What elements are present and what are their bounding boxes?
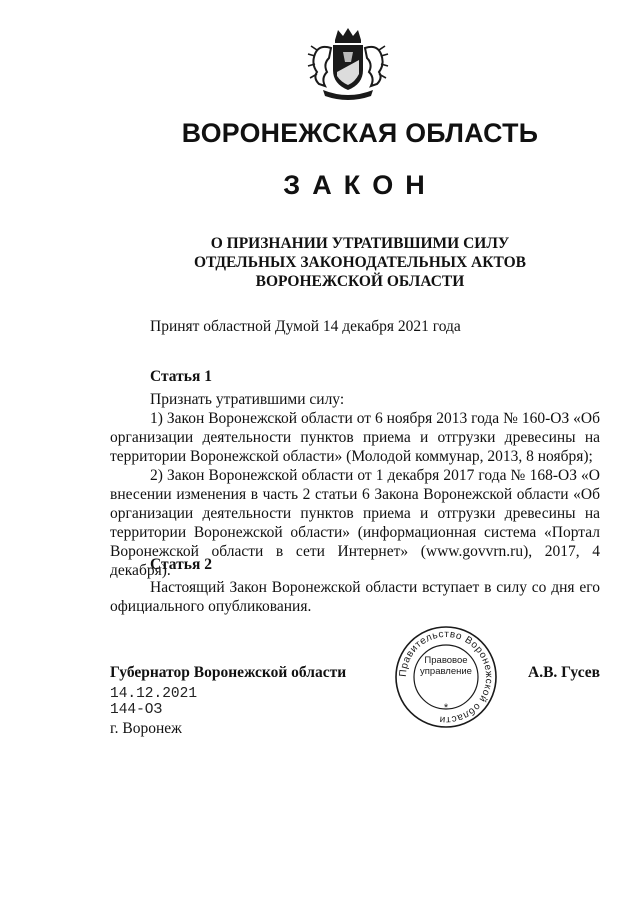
seal-rings bbox=[394, 625, 498, 729]
law-subject-heading bbox=[150, 234, 570, 291]
signatory-position: Губернатор Воронежской области bbox=[110, 664, 347, 681]
signing-date: 14.12.2021 bbox=[110, 686, 198, 702]
signatory-name: А.В. Гусев bbox=[528, 664, 601, 681]
article-2-heading: Статья 2 bbox=[150, 556, 212, 573]
subject-line: ОТДЕЛЬНЫХ ЗАКОНОДАТЕЛЬНЫХ АКТОВ bbox=[193, 254, 527, 271]
adoption-line: Принят областной Думой 14 декабря 2021 года bbox=[150, 318, 461, 335]
seal-star: * bbox=[443, 702, 449, 714]
article-1-body bbox=[110, 390, 600, 580]
region-title: ВОРОНЕЖСКАЯ ОБЛАСТЬ bbox=[181, 118, 539, 148]
seal-ring-text: Правительство Воронежской области bbox=[397, 628, 495, 726]
article-1-item-2: 2) Закон Воронежской области от 1 декабря 2017 года № 168-ОЗ «О внесении изменения в часть 2 статьи 6 Закона Воронежской области «Об организации деятельности пунктов приема и отгрузки древесины на территории Воронежской области» (информационная система «Портал Воронежской области в сети Интернет» (www.govvrn.ru), 2017, 4 декабря). bbox=[110, 467, 600, 579]
law-number: 144-ОЗ bbox=[110, 702, 163, 718]
subject-line: ВОРОНЕЖСКОЙ ОБЛАСТИ bbox=[255, 273, 465, 290]
official-seal-stamp bbox=[394, 625, 498, 729]
seal-center-text bbox=[410, 655, 482, 677]
article-2-body bbox=[110, 578, 600, 616]
subject-line: О ПРИЗНАНИИ УТРАТИВШИМИ СИЛУ bbox=[210, 235, 510, 252]
document-type-title: ЗАКОН bbox=[283, 170, 437, 200]
article-2-text: Настоящий Закон Воронежской области вступает в силу со дня его официального опубликования. bbox=[110, 579, 600, 615]
coat-of-arms-emblem bbox=[305, 26, 391, 102]
signing-city: г. Воронеж bbox=[110, 720, 182, 737]
seal-center-line: Правовое bbox=[424, 655, 468, 666]
article-1-intro: Признать утратившими силу: bbox=[150, 391, 345, 408]
seal-center-line: управление bbox=[420, 666, 472, 677]
article-1-heading: Статья 1 bbox=[150, 368, 212, 385]
article-1-item-1: 1) Закон Воронежской области от 6 ноября 2013 года № 160-ОЗ «Об организации деятельности пунктов приема и отгрузки древесины на территории Воронежской области» (Молодой коммунар, 2013, 8 ноября); bbox=[110, 410, 600, 465]
